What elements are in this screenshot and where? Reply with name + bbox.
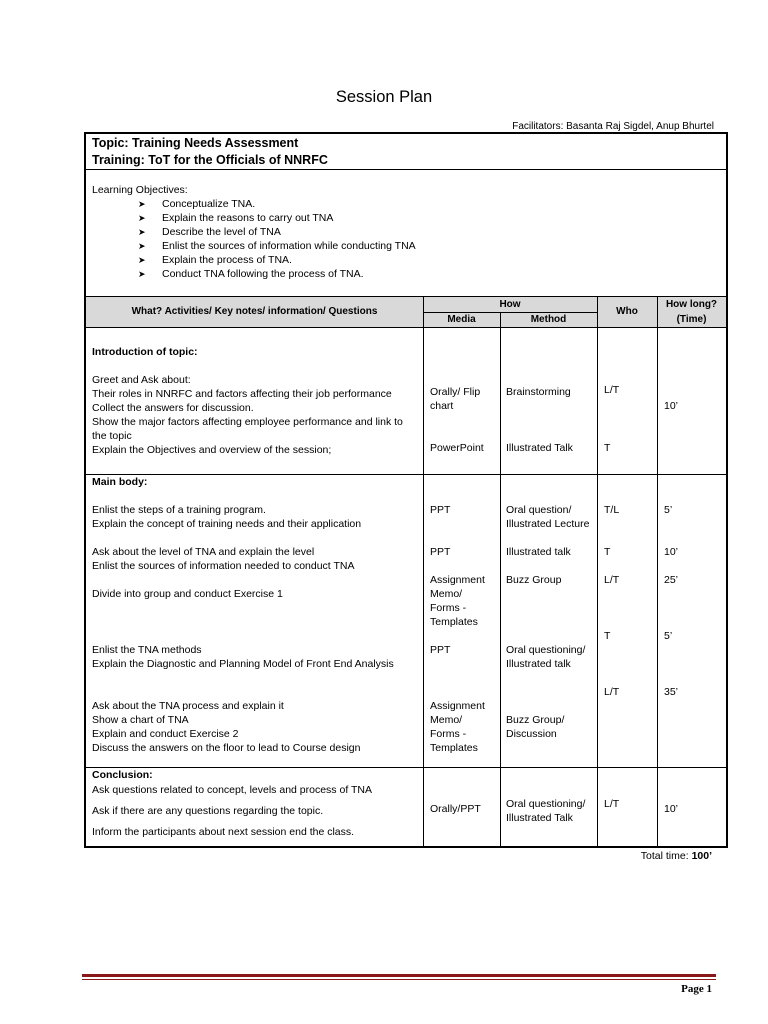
main-r1-method-b: Illustrated Lecture bbox=[506, 518, 590, 530]
main-line: Explain the concept of training needs and their application bbox=[92, 518, 362, 530]
list-item: ➤ Conceptualize TNA. bbox=[138, 198, 256, 210]
intro-line: Greet and Ask about: bbox=[92, 374, 191, 386]
main-line: Show a chart of TNA bbox=[92, 714, 189, 726]
main-r5-media-b: Memo/ bbox=[430, 714, 463, 726]
col-rule-time bbox=[657, 296, 658, 847]
total-time-label: Total time: bbox=[640, 850, 689, 862]
objectives-divider bbox=[84, 296, 728, 297]
main-r5-time: 35’ bbox=[664, 686, 679, 698]
conclusion-media: Orally/PPT bbox=[430, 803, 481, 815]
conclusion-line: Inform the participants about next session end the class. bbox=[92, 826, 355, 838]
arrow-bullet-icon: ➤ bbox=[138, 213, 146, 223]
conclusion-method-b: Illustrated Talk bbox=[506, 812, 573, 824]
list-item: ➤ Describe the level of TNA bbox=[138, 226, 281, 238]
conclusion-line: Ask if there are any questions regarding the topic. bbox=[92, 805, 324, 817]
main-line: Ask about the level of TNA and explain the level bbox=[92, 546, 315, 558]
col-rule-media bbox=[423, 296, 424, 847]
header-what: What? Activities/ Key notes/ information/ Questions bbox=[131, 306, 378, 317]
intro-heading: Introduction of topic: bbox=[92, 346, 198, 358]
main-divider bbox=[84, 767, 728, 768]
main-r1-who: T/L bbox=[604, 504, 620, 516]
intro-media-1b: chart bbox=[430, 400, 454, 412]
intro-time-1: 10’ bbox=[664, 400, 679, 412]
intro-line: Collect the answers for discussion. bbox=[92, 402, 254, 414]
main-r4-media: PPT bbox=[430, 644, 451, 656]
list-item: ➤ Explain the reasons to carry out TNA bbox=[138, 212, 334, 224]
intro-method-2: Illustrated Talk bbox=[506, 442, 573, 454]
total-time bbox=[641, 849, 712, 863]
header-how-long: How long? bbox=[665, 299, 718, 310]
intro-who-1: L/T bbox=[604, 384, 620, 396]
topic-heading: Topic: Training Needs Assessment bbox=[92, 136, 299, 150]
main-line: Explain and conduct Exercise 2 bbox=[92, 728, 239, 740]
main-r4-method-b: Illustrated talk bbox=[506, 658, 571, 670]
main-r2-who: T bbox=[604, 546, 611, 558]
main-r1-method: Oral question/ bbox=[506, 504, 572, 516]
list-item: ➤ Conduct TNA following the process of TNA. bbox=[138, 268, 364, 280]
main-line: Discuss the answers on the floor to lead to Course design bbox=[92, 742, 361, 754]
main-r3-media: Assignment bbox=[430, 574, 485, 586]
total-time-value: 100’ bbox=[691, 850, 712, 862]
intro-media-1: Orally/ Flip bbox=[430, 386, 481, 398]
conclusion-time: 10’ bbox=[664, 803, 679, 815]
page-number: Page 1 bbox=[681, 983, 712, 995]
main-r3-media-c: Forms - bbox=[430, 602, 467, 614]
intro-line: Their roles in NNRFC and factors affecting their job performance bbox=[92, 388, 392, 400]
main-heading: Main body: bbox=[92, 476, 148, 488]
main-r3-media-d: Templates bbox=[430, 616, 478, 628]
topic-divider bbox=[84, 169, 728, 170]
header-time: (Time) bbox=[676, 314, 707, 325]
main-r3-who: L/T bbox=[604, 574, 620, 586]
main-r2-method: Illustrated talk bbox=[506, 546, 571, 558]
col-rule-who bbox=[597, 296, 598, 847]
arrow-bullet-icon: ➤ bbox=[138, 227, 146, 237]
main-line: Divide into group and conduct Exercise 1 bbox=[92, 588, 283, 600]
footer-rule-thin bbox=[82, 979, 716, 980]
main-r4-time: 5’ bbox=[664, 630, 673, 642]
main-r1-time: 5’ bbox=[664, 504, 673, 516]
main-r2-media: PPT bbox=[430, 546, 451, 558]
main-line: Enlist the TNA methods bbox=[92, 644, 202, 656]
header-bottom-rule bbox=[84, 327, 728, 328]
main-r5-media-c: Forms - bbox=[430, 728, 467, 740]
col-rule-method bbox=[500, 312, 501, 847]
conclusion-who: L/T bbox=[604, 798, 620, 810]
main-line: Enlist the sources of information needed to conduct TNA bbox=[92, 560, 355, 572]
conclusion-line: Ask questions related to concept, levels and process of TNA bbox=[92, 784, 372, 796]
arrow-bullet-icon: ➤ bbox=[138, 255, 146, 265]
main-line: Explain the Diagnostic and Planning Model of Front End Analysis bbox=[92, 658, 394, 670]
main-line: Enlist the steps of a training program. bbox=[92, 504, 266, 516]
intro-method-1: Brainstorming bbox=[506, 386, 571, 398]
main-r5-who: L/T bbox=[604, 686, 620, 698]
intro-line: Show the major factors affecting employee performance and link to bbox=[92, 416, 403, 428]
main-r1-media: PPT bbox=[430, 504, 451, 516]
intro-line: the topic bbox=[92, 430, 132, 442]
page-title: Session Plan bbox=[335, 88, 433, 106]
main-r3-time: 25’ bbox=[664, 574, 679, 586]
main-r5-media-d: Templates bbox=[430, 742, 478, 754]
header-media: Media bbox=[447, 314, 476, 325]
main-r3-method: Buzz Group bbox=[506, 574, 562, 586]
intro-who-2: T bbox=[604, 442, 611, 454]
main-r4-who: T bbox=[604, 630, 611, 642]
main-r5-media: Assignment bbox=[430, 700, 485, 712]
main-r4-method: Oral questioning/ bbox=[506, 644, 586, 656]
main-r5-method-b: Discussion bbox=[506, 728, 557, 740]
training-heading: Training: ToT for the Officials of NNRFC bbox=[92, 153, 328, 167]
conclusion-method: Oral questioning/ bbox=[506, 798, 586, 810]
intro-media-2: PowerPoint bbox=[430, 442, 484, 454]
footer-rule bbox=[82, 974, 716, 977]
arrow-bullet-icon: ➤ bbox=[138, 241, 146, 251]
header-method: Method bbox=[530, 314, 567, 325]
arrow-bullet-icon: ➤ bbox=[138, 199, 146, 209]
intro-divider bbox=[84, 474, 728, 475]
header-who: Who bbox=[616, 306, 638, 317]
list-item: ➤ Enlist the sources of information while conducting TNA bbox=[138, 240, 416, 252]
facilitators-line: Facilitators: Basanta Raj Sigdel, Anup Bhurtel bbox=[512, 121, 714, 132]
main-r5-method: Buzz Group/ bbox=[506, 714, 565, 726]
main-r3-media-b: Memo/ bbox=[430, 588, 463, 600]
arrow-bullet-icon: ➤ bbox=[138, 269, 146, 279]
objectives-heading: Learning Objectives: bbox=[92, 184, 188, 196]
conclusion-heading: Conclusion: bbox=[92, 769, 153, 781]
main-r2-time: 10’ bbox=[664, 546, 679, 558]
list-item: ➤ Explain the process of TNA. bbox=[138, 254, 292, 266]
header-how: How bbox=[499, 299, 521, 310]
intro-line: Explain the Objectives and overview of the session; bbox=[92, 444, 332, 456]
main-line: Ask about the TNA process and explain it bbox=[92, 700, 284, 712]
